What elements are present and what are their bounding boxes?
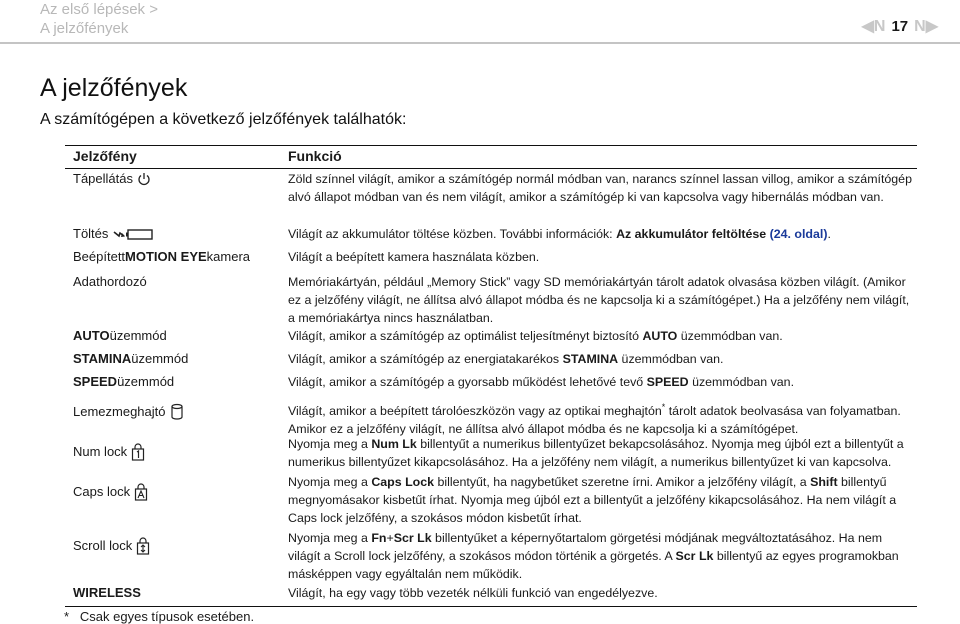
function-text: üzemmódban van.: [618, 352, 724, 366]
function-bold: Caps Lock: [371, 475, 434, 489]
indicator-name-bold: STAMINA: [73, 351, 132, 366]
indicator-name-suffix: üzemmód: [109, 328, 167, 343]
page-navigation: [862, 16, 938, 36]
function-text: billentyűt, ha nagybetűket szeretne írni. Amikor a jelzőfény világít, a: [434, 475, 811, 489]
caps-lock-icon: [134, 483, 148, 501]
col-header-function: Funkció: [288, 148, 342, 164]
charging-link[interactable]: Az akkumulátor feltöltése: [616, 227, 767, 241]
function-text: Világít az akkumulátor töltése közben. További információk:: [288, 227, 617, 241]
indicator-name-suffix: kamera: [206, 249, 251, 264]
scroll-lock-icon: [136, 537, 150, 555]
header-divider: [0, 42, 960, 44]
power-icon: [137, 172, 151, 186]
function-bold: Scr Lk: [675, 549, 714, 563]
page-title: A jelzőfények: [40, 74, 188, 102]
num-lock-icon: [131, 443, 145, 461]
function-bold: Shift: [810, 475, 838, 489]
breadcrumb: [40, 0, 158, 38]
table-header-rule: [65, 168, 917, 169]
function-bold: AUTO: [642, 329, 678, 343]
function-text: Nyomja meg a: [288, 437, 372, 451]
indicator-function: [288, 327, 917, 345]
indicator-function: [288, 373, 917, 391]
function-text: Világít, amikor a számítógép az optimálist teljesítményt biztosító: [288, 329, 643, 343]
function-text: Világít, amikor a beépített tárolóeszközön vagy az optikai meghajtón: [288, 404, 662, 419]
function-text: billentyű az egyes programokban másképpen vagy egyáltalán nem működik.: [288, 549, 899, 581]
indicator-name: Num lock: [73, 444, 128, 459]
indicator-name: Tápellátás: [73, 171, 133, 186]
indicator-function: [288, 350, 917, 368]
charging-page-link[interactable]: (24. oldal): [766, 227, 828, 241]
indicator-name-bold: AUTO: [73, 328, 110, 343]
indicator-function: Memóriakártyán, például „Memory Stick” vagy SD memóriakártyán tárolt adatok olvasása közben világít. (Amikor ez a jelzőfény világít, ne állítsa alvó állapot módba és ne kapcsolja ki a számítógépet.) Ha a jelzőfény nem világít, a memóriakártya nincs használatban.: [288, 275, 910, 325]
function-text: .: [827, 227, 831, 241]
indicator-name: Töltés: [73, 226, 109, 241]
function-text: Nyomja meg a: [288, 531, 372, 545]
indicator-name-suffix: üzemmód: [117, 374, 175, 389]
breadcrumb-parent[interactable]: Az első lépések >: [40, 1, 158, 18]
function-text: üzemmódban van.: [677, 329, 783, 343]
function-text: Világít, amikor a számítógép a gyorsabb működést lehetővé tevő: [288, 375, 647, 389]
indicator-name: Beépített: [73, 249, 126, 264]
function-text: billentyűt a numerikus billentyűzet bekapcsolásához. Nyomja meg újból ezt a billentyűt a numerikus billentyűzet kikapcsolásához. Ha a jelzőfény nem világít, a numerikus billentyűzet ki van kapcsolva.: [288, 437, 904, 469]
function-bold: Fn: [371, 531, 387, 545]
indicator-function: [288, 398, 917, 438]
previous-page-icon[interactable]: ◀N: [861, 18, 886, 35]
indicator-function: [288, 529, 917, 583]
indicator-function: Világít a beépített kamera használata közben.: [288, 250, 540, 264]
function-text: billentyűket a képernyőtartalom görgetési módjának megváltoztatásához. Ha nem világít a Scroll lock jelzőfény, a szokásos módon történik a görgetés. A: [288, 531, 883, 563]
indicator-name-bold: SPEED: [73, 374, 118, 389]
indicator-name: Lemezmeghajtó: [73, 404, 166, 419]
function-text: billentyű megnyomásakor kisbetűt írhat. Nyomja meg újból ezt a billentyűt a jelzőfény kikapcsolásához. Ha nem világít a Caps lock jelzőfény, a szokásos módon kisbetűt írhat.: [288, 475, 897, 525]
function-bold: Scr Lk: [393, 531, 432, 545]
breadcrumb-current: A jelzőfények: [40, 20, 129, 37]
table-bottom-rule: [65, 606, 917, 607]
function-bold: Num Lk: [371, 437, 417, 451]
function-text: Világít, amikor a számítógép az energiatakarékos: [288, 352, 563, 366]
function-bold: STAMINA: [562, 352, 619, 366]
function-text: Nyomja meg a: [288, 475, 372, 489]
indicator-function: [288, 473, 917, 527]
page-number: 17: [891, 17, 909, 35]
intro-text: A számítógépen a következő jelzőfények találhatók:: [40, 111, 407, 128]
footnote: * Csak egyes típusok esetében.: [64, 609, 255, 624]
indicator-function: [288, 435, 917, 471]
disk-drive-icon: [170, 403, 184, 421]
indicator-name-suffix: üzemmód: [131, 351, 189, 366]
col-header-indicator: Jelzőfény: [73, 148, 137, 164]
indicator-function: Zöld színnel világít, amikor a számítógép normál módban van, narancs színnel lassan villog, amikor a számítógép alvó állapot módban van és nem világít, amikor a számítógép ki van kapcsolva vagy hibernálás módban van.: [288, 172, 912, 204]
charge-battery-icon: [112, 227, 156, 241]
next-page-icon[interactable]: N▶: [914, 18, 938, 35]
indicator-name: Scroll lock: [73, 538, 133, 553]
function-text: üzemmódban van.: [688, 375, 795, 389]
indicator-function: Világít, ha egy vagy több vezeték nélküli funkció van engedélyezve.: [288, 586, 658, 600]
function-bold: SPEED: [646, 375, 689, 389]
indicator-name: Caps lock: [73, 484, 131, 499]
table-top-rule: [65, 145, 917, 146]
function-text: +: [386, 531, 394, 545]
indicator-name: Adathordozó: [73, 274, 147, 289]
indicator-name-bold: WIRELESS: [73, 585, 141, 600]
footnote-marker: *: [661, 402, 666, 412]
function-text: tárolt adatok beolvasása van folyamatban. Amikor ez a jelzőfény világít, ne állítsa alvó állapot módba és ne kapcsolja ki a számítógépet.: [288, 404, 901, 437]
indicator-function: [288, 225, 917, 243]
indicator-name-bold: MOTION EYE: [125, 249, 207, 264]
